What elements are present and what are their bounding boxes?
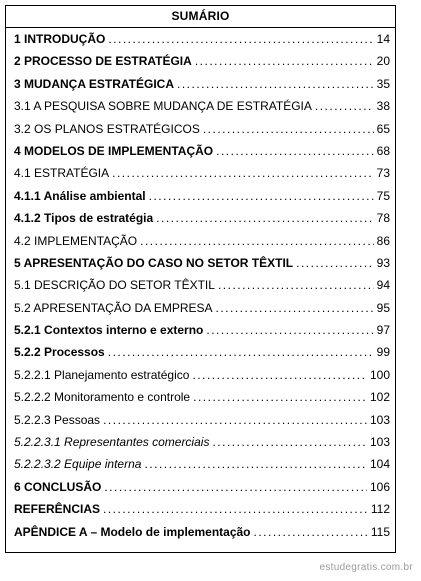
toc-entry [14,457,390,479]
toc-dot-leader [315,99,374,113]
toc-entry-page-number: 103 [369,412,390,427]
toc-entry [14,278,390,300]
toc-entry-page-number: 75 [376,188,390,203]
toc-entry-label: 4.1 ESTRATÉGIA [14,166,110,181]
toc-entry [14,390,390,412]
toc-entry [14,234,390,256]
toc-dot-leader [212,435,367,449]
toc-entry-page-number: 38 [376,99,390,114]
toc-entry-label: 5.2.2 Processos [14,345,105,360]
toc-entry-page-number: 97 [376,323,390,338]
toc-entry-label: 4.1.2 Tipos de estratégia [14,211,154,226]
toc-entry [14,54,390,76]
toc-entry [14,99,390,121]
toc-entry-label: 5.2.2.3.2 Equipe interna [14,457,142,472]
site-watermark: estudegratis.com.br [319,562,413,573]
toc-entry-page-number: 103 [369,435,390,450]
toc-entry-page-number: 93 [376,255,390,270]
toc-entry [14,32,390,54]
toc-entry [14,77,390,99]
toc-entry-page-number: 78 [376,211,390,226]
toc-entry-label: APÊNDICE A – Modelo de implementação [14,524,251,539]
toc-entry-page-number: 112 [370,502,390,517]
toc-dot-leader [216,144,374,158]
toc-dot-leader [216,301,374,315]
toc-entry-label: 1 INTRODUÇÃO [14,32,106,46]
toc-entry-label: 5.2 APRESENTAÇÃO DA EMPRESA [14,300,213,315]
toc-entry-label: 5.1 DESCRIÇÃO DO SETOR TÊXTIL [14,278,215,293]
toc-entry-page-number: 95 [376,300,390,315]
toc-entry [14,189,390,211]
toc-entry-label: 3.1 A PESQUISA SOBRE MUDANÇA DE ESTRATÉGIA [14,99,312,114]
toc-dot-leader [104,480,367,494]
toc-dot-leader [193,390,367,404]
toc-entry [14,480,390,502]
toc-entry-label: 4.2 IMPLEMENTAÇÃO [14,233,138,248]
toc-entry [14,525,390,547]
toc-entry-label: 5.2.1 Contextos interno e externo [14,323,204,338]
toc-entry-label: 5.2.2.3.1 Representantes comerciais [14,435,210,450]
toc-entry-label: 5.2.2.1 Planejamento estratégico [14,367,190,382]
toc-entry-label: 4.1.1 Análise ambiental [14,188,146,203]
toc-entry [14,122,390,144]
toc-entry-label: 5.2.2.3 Pessoas [14,412,101,427]
page-title: SUMÁRIO [171,9,230,23]
toc-list [14,32,390,547]
summary-sheet [5,5,396,553]
toc-entry-page-number: 104 [369,457,390,472]
toc-dot-leader [218,278,374,292]
toc-entry-label: 5.2.2.2 Monitoramento e controle [14,390,191,405]
toc-entry [14,413,390,435]
toc-entry-page-number: 35 [376,76,390,91]
toc-dot-leader [140,234,374,248]
toc-entry-page-number: 102 [369,390,390,405]
toc-entry-page-number: 115 [370,524,390,539]
toc-entry-page-number: 94 [376,278,390,293]
toc-entry [14,345,390,367]
toc-dot-leader [296,256,374,270]
toc-entry-page-number: 65 [376,121,390,136]
toc-dot-leader [195,54,374,68]
toc-dot-leader [108,345,374,359]
toc-entry-label: 3.2 OS PLANOS ESTRATÉGICOS [14,121,200,136]
toc-entry-page-number: 73 [376,166,390,181]
toc-entry-label: 5 APRESENTAÇÃO DO CASO NO SETOR TÊXTIL [14,255,294,270]
toc-dot-leader [156,211,373,225]
toc-entry [14,144,390,166]
toc-dot-leader [254,525,368,539]
toc-entry-page-number: 86 [376,233,390,248]
toc-entry-label: 2 PROCESSO DE ESTRATÉGIA [14,54,192,69]
toc-entry-page-number: 106 [369,479,390,494]
toc-entry-page-number: 14 [376,32,390,46]
toc-dot-leader [103,413,367,427]
toc-entry-page-number: 20 [376,54,390,69]
toc-entry [14,166,390,188]
toc-entry [14,301,390,323]
toc-dot-leader [177,77,374,91]
toc-dot-leader [149,189,374,203]
toc-dot-leader [103,502,368,516]
toc-entry-label: 3 MUDANÇA ESTRATÉGICA [14,76,175,91]
toc-dot-leader [108,32,373,46]
toc-entry [14,323,390,345]
toc-entry [14,256,390,278]
toc-entry-label: 6 CONCLUSÃO [14,479,102,494]
toc-dot-leader [112,166,374,180]
toc-entry-page-number: 99 [376,345,390,360]
toc-dot-leader [203,122,374,136]
toc-dot-leader [206,323,373,337]
toc-entry [14,435,390,457]
toc-entry [14,211,390,233]
toc-entry [14,502,390,524]
toc-dot-leader [192,368,367,382]
toc-entry-page-number: 100 [369,367,390,382]
toc-entry-label: REFERÊNCIAS [14,502,101,517]
title-divider [6,27,395,28]
toc-entry [14,368,390,390]
toc-dot-leader [144,457,367,471]
toc-entry-label: 4 MODELOS DE IMPLEMENTAÇÃO [14,143,214,158]
toc-entry-page-number: 68 [376,143,390,158]
